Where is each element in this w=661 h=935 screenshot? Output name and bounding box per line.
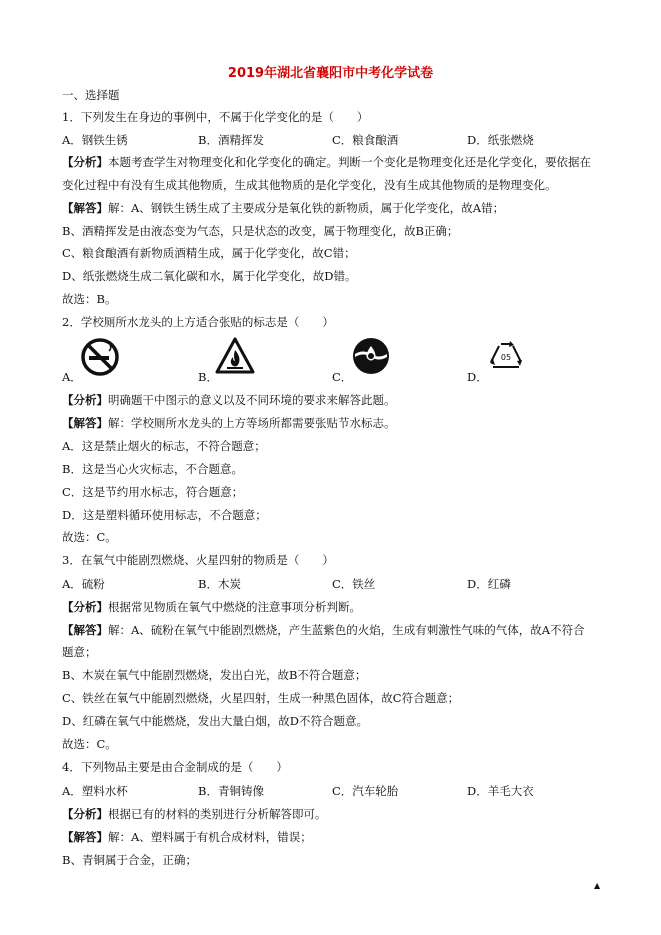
q1-option-a: A．钢铁生锈	[62, 133, 128, 147]
q2-option-a: A．	[62, 370, 82, 384]
q4-answer-line2: B、青铜属于合金，正确；	[62, 853, 197, 867]
q1-answer-line4: D、纸张燃烧生成二氧化碳和水，属于化学变化，故D错。	[62, 269, 357, 283]
q1-analysis-line2: 变化过程中有没有生成其他物质，生成其他物质的是化学变化，没有生成其他物质的是物理变化。	[62, 178, 557, 192]
q3-answer-line4: D、红磷在氧气中能燃烧，发出大量白烟，故D不符合题意。	[62, 714, 368, 728]
q2-answer-line1: 【解答】解：学校厕所水龙头的上方等场所都需要张贴节水标志。	[62, 416, 396, 430]
q2-option-c: C．	[332, 370, 353, 384]
q4-option-c: C．汽车轮胎	[332, 784, 399, 798]
answer-tag: 【解答】	[62, 623, 108, 637]
q2-answer-line2: A．这是禁止烟火的标志，不符合题意；	[62, 439, 266, 453]
q2-answer-line5: D．这是塑料循环使用标志，不合题意；	[62, 508, 267, 522]
q4-option-b: B．青铜铸像	[198, 784, 264, 798]
analysis-tag: 【分析】	[62, 807, 108, 821]
analysis-tag: 【分析】	[62, 155, 108, 169]
q2-answer-line4: C．这是节约用水标志，符合题意；	[62, 485, 244, 499]
q1-analysis-line1: 【分析】本题考查学生对物理变化和化学变化的确定。判断一个变化是物理变化还是化学变化，要依据在	[62, 155, 591, 169]
q4-analysis-line1: 【分析】根据已有的材料的类别进行分析解答即可。	[62, 807, 327, 821]
q2-analysis-line1: 【分析】明确题干中图示的意义以及不同环境的要求来解答此题。	[62, 393, 396, 407]
q3-answer-line3: C、铁丝在氧气中能剧烈燃烧，火星四射，生成一种黑色固体，故C符合题意；	[62, 691, 460, 705]
q1-stem: 1．下列发生在身边的事例中，不属于化学变化的是（ ）	[62, 110, 369, 124]
q1-option-d: D．纸张燃烧	[467, 133, 534, 147]
q3-option-d: D．红磷	[467, 577, 511, 591]
q4-option-d: D．羊毛大衣	[467, 784, 534, 798]
q1-option-b: B．酒精挥发	[198, 133, 264, 147]
q3-option-b: B．木炭	[198, 577, 241, 591]
q3-stem: 3．在氧气中能剧烈燃烧、火星四射的物质是（ ）	[62, 553, 334, 567]
q2-choice: 故选：C。	[62, 530, 117, 544]
answer-tag: 【解答】	[62, 830, 108, 844]
q4-option-a: A．塑料水杯	[62, 784, 128, 798]
q3-answer-line2: B、木炭在氧气中能剧烈燃烧，发出白光，故B不符合题意；	[62, 668, 367, 682]
q1-answer-line2: B、酒精挥发是由液态变为气态，只是状态的改变，属于物理变化，故B正确；	[62, 224, 459, 238]
recycle-number: 05	[500, 353, 512, 362]
q3-answer-line1: 【解答】解：A、硫粉在氧气中能剧烈燃烧，产生蓝紫色的火焰，生成有刺激性气味的气体，故A不符合	[62, 623, 585, 637]
q2-option-d: D．	[467, 370, 488, 384]
q2-answer-line3: B．这是当心火灾标志，不合题意。	[62, 462, 243, 476]
q3-analysis-line1: 【分析】根据常见物质在氧气中燃烧的注意事项分析判断。	[62, 600, 361, 614]
q4-answer-line1: 【解答】解：A、塑料属于有机合成材料，错误；	[62, 830, 312, 844]
q2-stem: 2．学校厕所水龙头的上方适合张贴的标志是（ ）	[62, 315, 334, 329]
water-saving-icon	[351, 336, 391, 376]
q2-option-b: B．	[198, 370, 218, 384]
recycle-icon	[486, 336, 526, 376]
q1-choice: 故选：B。	[62, 292, 117, 306]
page-mark: ▲	[594, 881, 601, 890]
section-heading: 一、选择题	[62, 88, 120, 102]
q1-answer-line1: 【解答】解：A、钢铁生锈生成了主要成分是氧化铁的新物质，属于化学变化，故A错；	[62, 201, 505, 215]
q3-choice: 故选：C。	[62, 737, 117, 751]
answer-tag: 【解答】	[62, 416, 108, 430]
q3-answer-line1b: 题意；	[62, 645, 97, 659]
q3-option-c: C．铁丝	[332, 577, 376, 591]
q4-stem: 4．下列物品主要是由合金制成的是（ ）	[62, 760, 288, 774]
q1-option-c: C．粮食酿酒	[332, 133, 399, 147]
no-smoking-icon	[80, 337, 120, 377]
q1-answer-line3: C、粮食酿酒有新物质酒精生成，属于化学变化，故C错；	[62, 246, 356, 260]
fire-warning-icon	[214, 336, 254, 376]
answer-tag: 【解答】	[62, 201, 108, 215]
analysis-tag: 【分析】	[62, 393, 108, 407]
q3-option-a: A．硫粉	[62, 577, 105, 591]
document-title: 2019年湖北省襄阳市中考化学试卷	[227, 66, 434, 81]
analysis-tag: 【分析】	[62, 600, 108, 614]
